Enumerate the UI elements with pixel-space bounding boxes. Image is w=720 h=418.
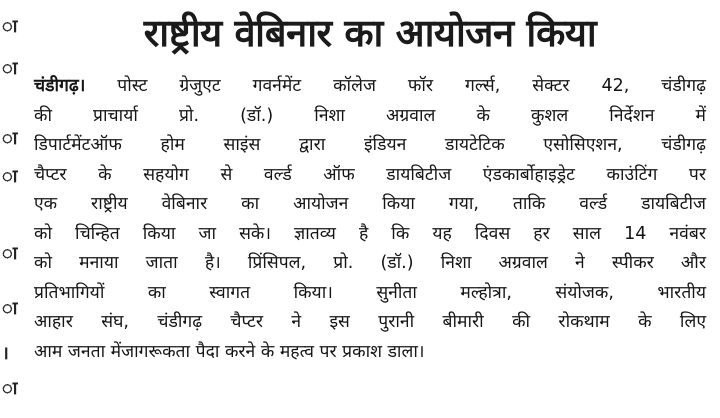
edge-fragment: । (2, 343, 9, 364)
body-line (34, 72, 706, 102)
body-line: डिपार्टमेंटऑफ होम साइंस द्वारा इंडियन डायटेटिक एसोसिएशन, चंडीगढ़ (34, 135, 706, 155)
body-line: चैप्टर के सहयोग से वर्ल्ड ऑफ डायबिटीज एंडकार्बोहाइड्रेट काउंटिंग पर (34, 164, 706, 185)
body-line: को चिन्हित किया जा सके। ज्ञातव्य है कि यह दिवस हर साल 14 नवंबर (34, 223, 706, 244)
edge-fragment: ा (2, 16, 18, 37)
edge-fragment: ा (2, 243, 18, 264)
edge-fragment: ा (2, 298, 18, 319)
article-headline: राष्ट्रीय वेबिनार का आयोजन किया (143, 11, 597, 55)
body-line-text: पोस्ट ग्रेजुएट गवर्नमेंट कॉलेज फॉर गर्ल्स, सेक्टर 42, चंडीगढ़ (85, 76, 706, 96)
adjacent-column-edge (0, 0, 16, 418)
dateline: चंडीगढ़। (34, 76, 86, 96)
edge-fragment: ा (2, 58, 18, 79)
edge-fragment: ा (2, 378, 18, 399)
edge-fragment: ा (2, 128, 18, 149)
body-line: आम जनता मेंजागरूकता पैदा करने के महत्व पर प्रकाश डाला। (34, 341, 425, 362)
body-line: की प्राचार्या प्रो. (डॉ.) निशा अग्रवाल के कुशल निर्देशन में (34, 105, 706, 126)
news-article (34, 10, 706, 367)
edge-fragment: ा (2, 166, 18, 187)
body-line: एक राष्ट्रीय वेबिनार का आयोजन किया गया, ताकि वर्ल्ड डायबिटीज (34, 194, 706, 214)
body-line: को मनाया जाता है। प्रिंसिपल, प्रो. (डॉ.) निशा अग्रवाल ने स्पीकर और (34, 253, 706, 273)
body-line: प्रतिभागियों का स्वागत किया। सुनीता मल्होत्रा, संयोजक, भारतीय (34, 282, 706, 303)
body-line: आहार संघ, चंडीगढ़ चैप्टर ने इस पुरानी बीमारी की रोकथाम के लिए (34, 312, 706, 332)
article-body (34, 72, 706, 367)
